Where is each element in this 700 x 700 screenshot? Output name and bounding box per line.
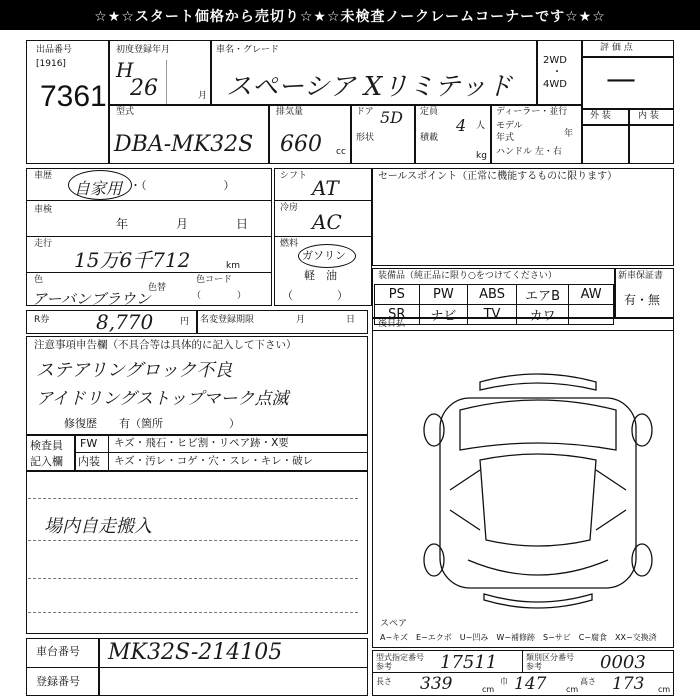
spec-wid-v: 147 <box>514 674 547 694</box>
door-label: ドア <box>356 107 374 117</box>
equip-airbag: エアB <box>516 285 568 305</box>
color-label: 色 <box>34 275 44 285</box>
spec-cm1: cm <box>482 685 495 694</box>
dealer-l2: モデル <box>496 121 523 131</box>
mileage-label: 走行 <box>34 239 53 249</box>
equip-pw: PW <box>419 285 468 305</box>
recycle-yen: 円 <box>180 317 190 327</box>
ac-value: AC <box>312 210 342 234</box>
drive-4wd: 4WD <box>543 79 567 90</box>
fuel-diesel: 軽 油 <box>304 269 337 282</box>
score-value: — <box>606 62 636 97</box>
handle-label: ハンドル 左・右 <box>496 147 562 157</box>
shaken-month: 月 <box>176 217 189 231</box>
history-label: 車歴 <box>34 171 53 181</box>
equip-ps: PS <box>375 285 420 305</box>
sales-box <box>372 168 674 266</box>
load-label: 積載 <box>420 133 439 143</box>
after-label: 後日払 <box>378 319 406 329</box>
recycle-label: R券 <box>34 315 50 325</box>
ac-label: 冷房 <box>280 203 299 213</box>
spec-len-v: 339 <box>420 674 453 694</box>
car-diagram <box>420 370 656 610</box>
cap-value: 4 <box>456 116 467 135</box>
inspector-nai: 内装 <box>78 455 100 468</box>
recycle-value: 8,770 <box>96 310 154 334</box>
spec-hei-v: 173 <box>612 674 645 694</box>
chassis-label: 車台番号 <box>36 645 80 658</box>
inspector-fw-text: キズ・飛石・ヒビ割・リペア跡・X要 <box>114 437 289 449</box>
inspector-nai-text: キズ・汚レ・コゲ・穴・スレ・キレ・破レ <box>114 455 314 467</box>
dealer-l3: 年式 <box>496 133 515 143</box>
score-int: 内 装 <box>638 111 659 121</box>
inspector-fw: FW <box>80 437 98 450</box>
equip-label: 装備品（純正品に限り○をつけてください） <box>378 271 557 281</box>
spec-ref2: 参考 <box>526 662 542 671</box>
score-label: 評 価 点 <box>600 43 633 53</box>
notes-label: 注意事項申告欄（不具合等は具体的に記入して下さい） <box>34 339 297 351</box>
equip-navi: ナビ <box>419 305 468 325</box>
mileage-value: 15万6千712 <box>74 248 191 272</box>
inspector-l2: 記入欄 <box>30 455 63 468</box>
spec-ref1: 参考 <box>376 662 392 671</box>
fuel-paren: （ ） <box>282 289 348 302</box>
score-ext: 外 装 <box>590 111 611 121</box>
drive-dot: ・ <box>552 67 562 78</box>
spec-l1: 型式指定番号 <box>376 653 424 662</box>
mileage-unit: km <box>226 261 240 271</box>
disp-unit: cc <box>336 147 346 157</box>
warranty-value: 有・無 <box>624 293 661 307</box>
kg-label: kg <box>476 151 487 161</box>
spec-cm2: cm <box>566 685 579 694</box>
dealer-nen: 年 <box>564 129 574 139</box>
inspector-l1: 検査員 <box>30 439 63 452</box>
colorcode-label: 色コード <box>196 275 233 285</box>
spec-hei: 高さ <box>580 677 596 686</box>
spec-v2: 0003 <box>600 652 646 673</box>
spec-len: 長さ <box>376 677 392 686</box>
type-label: 型式 <box>116 107 135 117</box>
shape-label: 形状 <box>356 133 375 143</box>
equip-aw: AW <box>569 285 614 305</box>
fuel-gas: ガソリン <box>302 249 346 262</box>
history-rest: ・（ ） <box>130 179 235 192</box>
history-circle <box>68 170 132 200</box>
shift-label: シフト <box>280 171 308 181</box>
notes-line1: ステアリングロック不良 <box>36 360 233 381</box>
equip-leather: カワ <box>516 305 568 325</box>
notes-repair: 修復歴 有（箇所 ） <box>64 417 240 430</box>
color-value: アーバンブラウン <box>32 290 151 308</box>
meigi-day: 日 <box>346 315 356 325</box>
type-value: DBA-MK32S <box>114 132 254 157</box>
lot-code: [1916] <box>36 59 66 69</box>
equip-tv: TV <box>468 305 517 325</box>
shaken-day: 日 <box>236 217 249 231</box>
dealer-l1: ディーラー・並行 <box>496 107 568 117</box>
spec-cm3: cm <box>658 685 671 694</box>
fuel-label: 燃料 <box>280 239 299 249</box>
shaken-label: 車検 <box>34 205 53 215</box>
notes-line2: アイドリングストップマーク点滅 <box>36 389 289 409</box>
model-label: 車名・グレード <box>216 45 280 55</box>
warranty-label: 新車保証書 <box>618 271 664 281</box>
first-reg-era: H <box>116 58 134 82</box>
spare-label: スペア <box>380 619 408 629</box>
damage-legend: A−キズ E−エクボ U−凹み W−補修跡 S−サビ C−腐食 XX−交換済 <box>380 633 657 642</box>
cap-unit: 人 <box>476 121 486 131</box>
first-reg-label: 初度登録年月 <box>116 45 171 55</box>
lot-number: 7361 <box>40 80 107 113</box>
first-reg-year: 26 <box>130 76 158 101</box>
spec-wid: 巾 <box>500 677 508 686</box>
lot-label: 出品番号 <box>36 45 73 55</box>
memo-text: 場内自走搬入 <box>44 516 152 537</box>
banner-text: ☆★☆スタート価格から売切り☆★☆未検査ノークレームコーナーです☆★☆ <box>94 9 606 25</box>
chassis-value: MK32S-214105 <box>108 640 283 665</box>
meigi-label: 名変登録期限 <box>200 315 255 325</box>
door-value: 5D <box>380 108 404 127</box>
colorcode-paren: （ ） <box>192 291 247 301</box>
fuel-circle <box>298 244 356 268</box>
disp-value: 660 <box>280 132 322 157</box>
sales-label: セールスポイント（正常に機能するものに限ります） <box>378 171 618 182</box>
reg-label: 登録番号 <box>36 675 80 688</box>
first-reg-month: 月 <box>198 91 208 101</box>
cap-label: 定員 <box>420 107 439 117</box>
history-value: 自家用 <box>74 179 123 198</box>
equip-abs: ABS <box>468 285 517 305</box>
spec-l2: 類別区分番号 <box>526 653 574 662</box>
drive-2wd: 2WD <box>543 55 567 66</box>
model-value: スペーシア Xリミテッド <box>226 72 513 102</box>
spec-v1: 17511 <box>440 652 498 673</box>
disp-label: 排気量 <box>276 107 304 117</box>
equip-sr: SR <box>375 305 420 325</box>
repaint-label: 色替 <box>148 283 167 293</box>
shaken-year: 年 <box>116 217 129 231</box>
meigi-month: 月 <box>296 315 306 325</box>
shift-value: AT <box>312 176 339 200</box>
